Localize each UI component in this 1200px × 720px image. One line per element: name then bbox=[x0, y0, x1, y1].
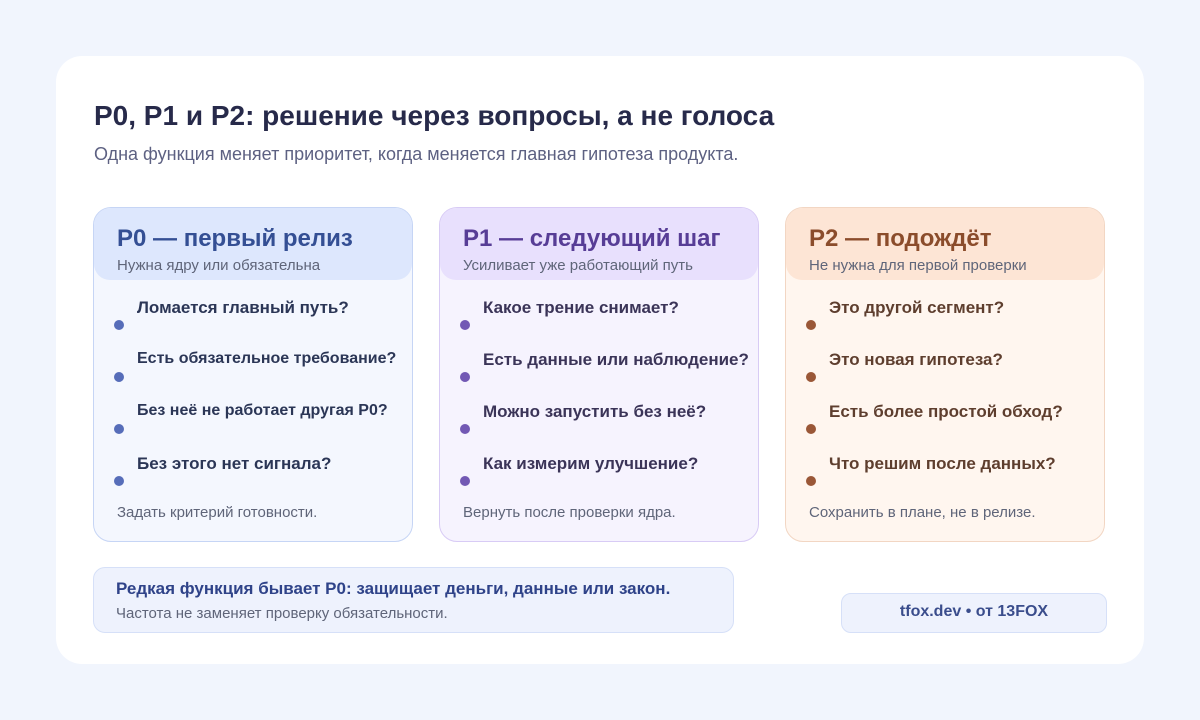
question-text: Без этого нет сигнала? bbox=[137, 454, 332, 473]
priority-column-p2 bbox=[785, 207, 1105, 542]
question-item bbox=[94, 298, 412, 338]
column-header bbox=[786, 208, 1104, 280]
column-title: P0 — первый релиз bbox=[117, 225, 353, 252]
callout-title: Редкая функция бывает P0: защищает деньги, данные или закон. bbox=[116, 579, 671, 598]
brand-badge: tfox.dev • от 13FOX bbox=[841, 593, 1107, 633]
bullet-icon bbox=[460, 372, 470, 382]
bullet-icon bbox=[806, 320, 816, 330]
question-text: Без неё не работает другая P0? bbox=[137, 402, 388, 419]
bullet-icon bbox=[460, 320, 470, 330]
bullet-icon bbox=[114, 320, 124, 330]
bullet-icon bbox=[806, 476, 816, 486]
question-item bbox=[94, 402, 412, 442]
question-text: Это другой сегмент? bbox=[829, 298, 1005, 317]
bullet-icon bbox=[114, 424, 124, 434]
question-text: Что решим после данных? bbox=[829, 454, 1056, 473]
question-text: Ломается главный путь? bbox=[137, 298, 349, 317]
question-item bbox=[94, 350, 412, 390]
question-item bbox=[440, 402, 758, 442]
bullet-icon bbox=[114, 476, 124, 486]
question-item bbox=[786, 402, 1104, 442]
column-subtitle: Не нужна для первой проверки bbox=[809, 257, 1027, 274]
priority-column-p1 bbox=[439, 207, 759, 542]
question-text: Есть более простой обход? bbox=[829, 402, 1063, 421]
question-item bbox=[440, 454, 758, 494]
question-item bbox=[786, 298, 1104, 338]
priority-column-p0 bbox=[93, 207, 413, 542]
page-title: P0, P1 и P2: решение через вопросы, а не голоса bbox=[94, 100, 775, 131]
column-subtitle: Усиливает уже работающий путь bbox=[463, 257, 693, 274]
content-card bbox=[56, 56, 1144, 664]
callout-subtitle: Частота не заменяет проверку обязательности. bbox=[116, 605, 448, 622]
column-title: P2 — подождёт bbox=[809, 225, 992, 252]
page-subtitle: Одна функция меняет приоритет, когда меняется главная гипотеза продукта. bbox=[94, 144, 739, 164]
question-item bbox=[786, 350, 1104, 390]
column-footer: Задать критерий готовности. bbox=[117, 504, 318, 521]
bullet-icon bbox=[460, 424, 470, 434]
bullet-icon bbox=[806, 424, 816, 434]
question-text: Можно запустить без неё? bbox=[483, 402, 707, 421]
column-footer: Сохранить в плане, не в релизе. bbox=[809, 504, 1036, 521]
question-item bbox=[94, 454, 412, 494]
question-text: Это новая гипотеза? bbox=[829, 350, 1003, 369]
question-item bbox=[786, 454, 1104, 494]
question-text: Как измерим улучшение? bbox=[483, 454, 699, 473]
question-text: Есть обязательное требование? bbox=[137, 350, 397, 367]
column-subtitle: Нужна ядру или обязательна bbox=[117, 257, 321, 274]
column-title: P1 — следующий шаг bbox=[463, 225, 721, 252]
question-item bbox=[440, 350, 758, 390]
column-header bbox=[94, 208, 412, 280]
question-text: Есть данные или наблюдение? bbox=[483, 350, 749, 369]
column-footer: Вернуть после проверки ядра. bbox=[463, 504, 676, 521]
bullet-icon bbox=[460, 476, 470, 486]
question-item bbox=[440, 298, 758, 338]
bullet-icon bbox=[114, 372, 124, 382]
bullet-icon bbox=[806, 372, 816, 382]
callout-note bbox=[93, 567, 734, 633]
question-text: Какое трение снимает? bbox=[483, 298, 679, 317]
column-header bbox=[440, 208, 758, 280]
